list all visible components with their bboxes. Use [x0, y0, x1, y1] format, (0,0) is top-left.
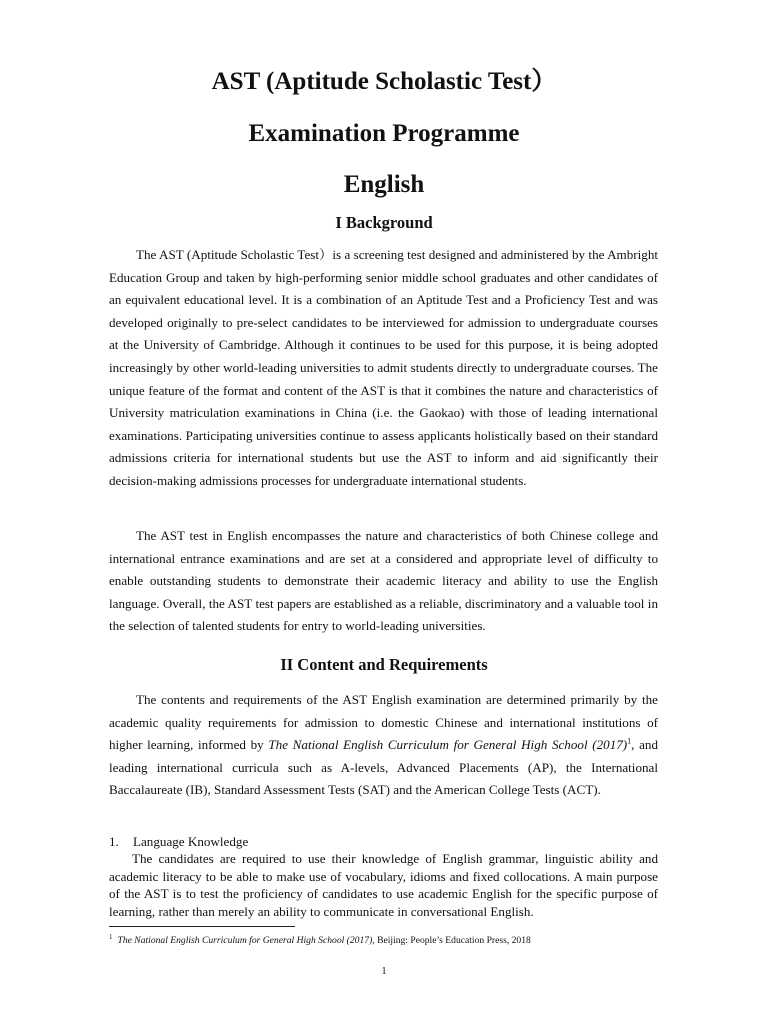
page-number: 1	[381, 966, 387, 977]
content-requirements-paragraph	[109, 689, 658, 802]
footnote	[109, 934, 669, 947]
background-paragraph-2: The AST test in English encompasses the nature and characteristics of both Chinese college and international entrance examinations and are set at a considered and appropriate level of difficulty to enable outstanding students to demonstrate their academic literacy and ability to use the English language. Overall, the AST test papers are established as a reliable, discriminatory and a valuable tool in the selection of talented students for entry to world-leading universities.	[109, 528, 658, 634]
footnote-marker: 1	[109, 932, 113, 941]
section-heading-content-requirements: II Content and Requirements	[280, 655, 488, 674]
content-text-end: , and leading international curricula such as A-levels, Advanced Placements (AP), the International Baccalaureate (IB), Standard Assessment Tests (SAT) and the American College Tests (ACT).	[109, 737, 658, 798]
curriculum-citation: The National English Curriculum for General High School (2017)	[268, 737, 628, 753]
footnote-divider	[109, 926, 295, 927]
footnote-reference: 1	[627, 736, 632, 746]
list-item-title: Language Knowledge	[133, 834, 249, 849]
doc-title-line-2: Examination Programme	[248, 120, 520, 147]
footnote-citation: The National English Curriculum for General High School (2017)	[117, 935, 373, 946]
doc-title-line-3: English	[343, 171, 425, 198]
doc-title-line-1: AST (Aptitude Scholastic Test）	[211, 68, 557, 95]
list-item-language-knowledge	[109, 833, 658, 851]
list-item-number: 1.	[109, 834, 119, 849]
language-knowledge-paragraph: The candidates are required to use their knowledge of English grammar, linguistic ability and academic literacy to be able to make use of vocabulary, idioms and fixed collocations. A main purpose of the AST is to test the proficiency of candidates to use academic English for the specific purpose of learning, rather than merely an ability to communicate in conversational English.	[109, 851, 658, 919]
footnote-publisher: , Beijing: People’s Education Press, 2018	[372, 935, 531, 946]
section-heading-background: I Background	[335, 213, 433, 232]
background-paragraph-1: The AST (Aptitude Scholastic Test）is a screening test designed and administered by the Ambright Education Group and taken by high-performing senior middle school graduates and other candidates of an equivalent educational level. It is a combination of an Aptitude Test and a Proficiency Test and was developed originally to pre-select candidates to be interviewed for admission to undergraduate courses at the University of Cambridge. Although it continues to be used for this purpose, it is being adopted increasingly by other world-leading universities to admit students directly to undergraduate courses. The unique feature of the format and content of the AST is that it combines the nature and characteristics of University matriculation examinations in China (i.e. the Gaokao) with those of leading international examinations. Participating universities continue to assess applicants holistically based on their standard admissions criteria for international students but use the AST to inform and aid significantly their decision-making admissions processes for undergraduate international students.	[109, 247, 658, 488]
content-text-start: The contents and requirements of the AST English examination are determined primarily by the academic quality requirements for admission to domestic Chinese and international institutions of higher learning, informed by	[109, 692, 658, 753]
